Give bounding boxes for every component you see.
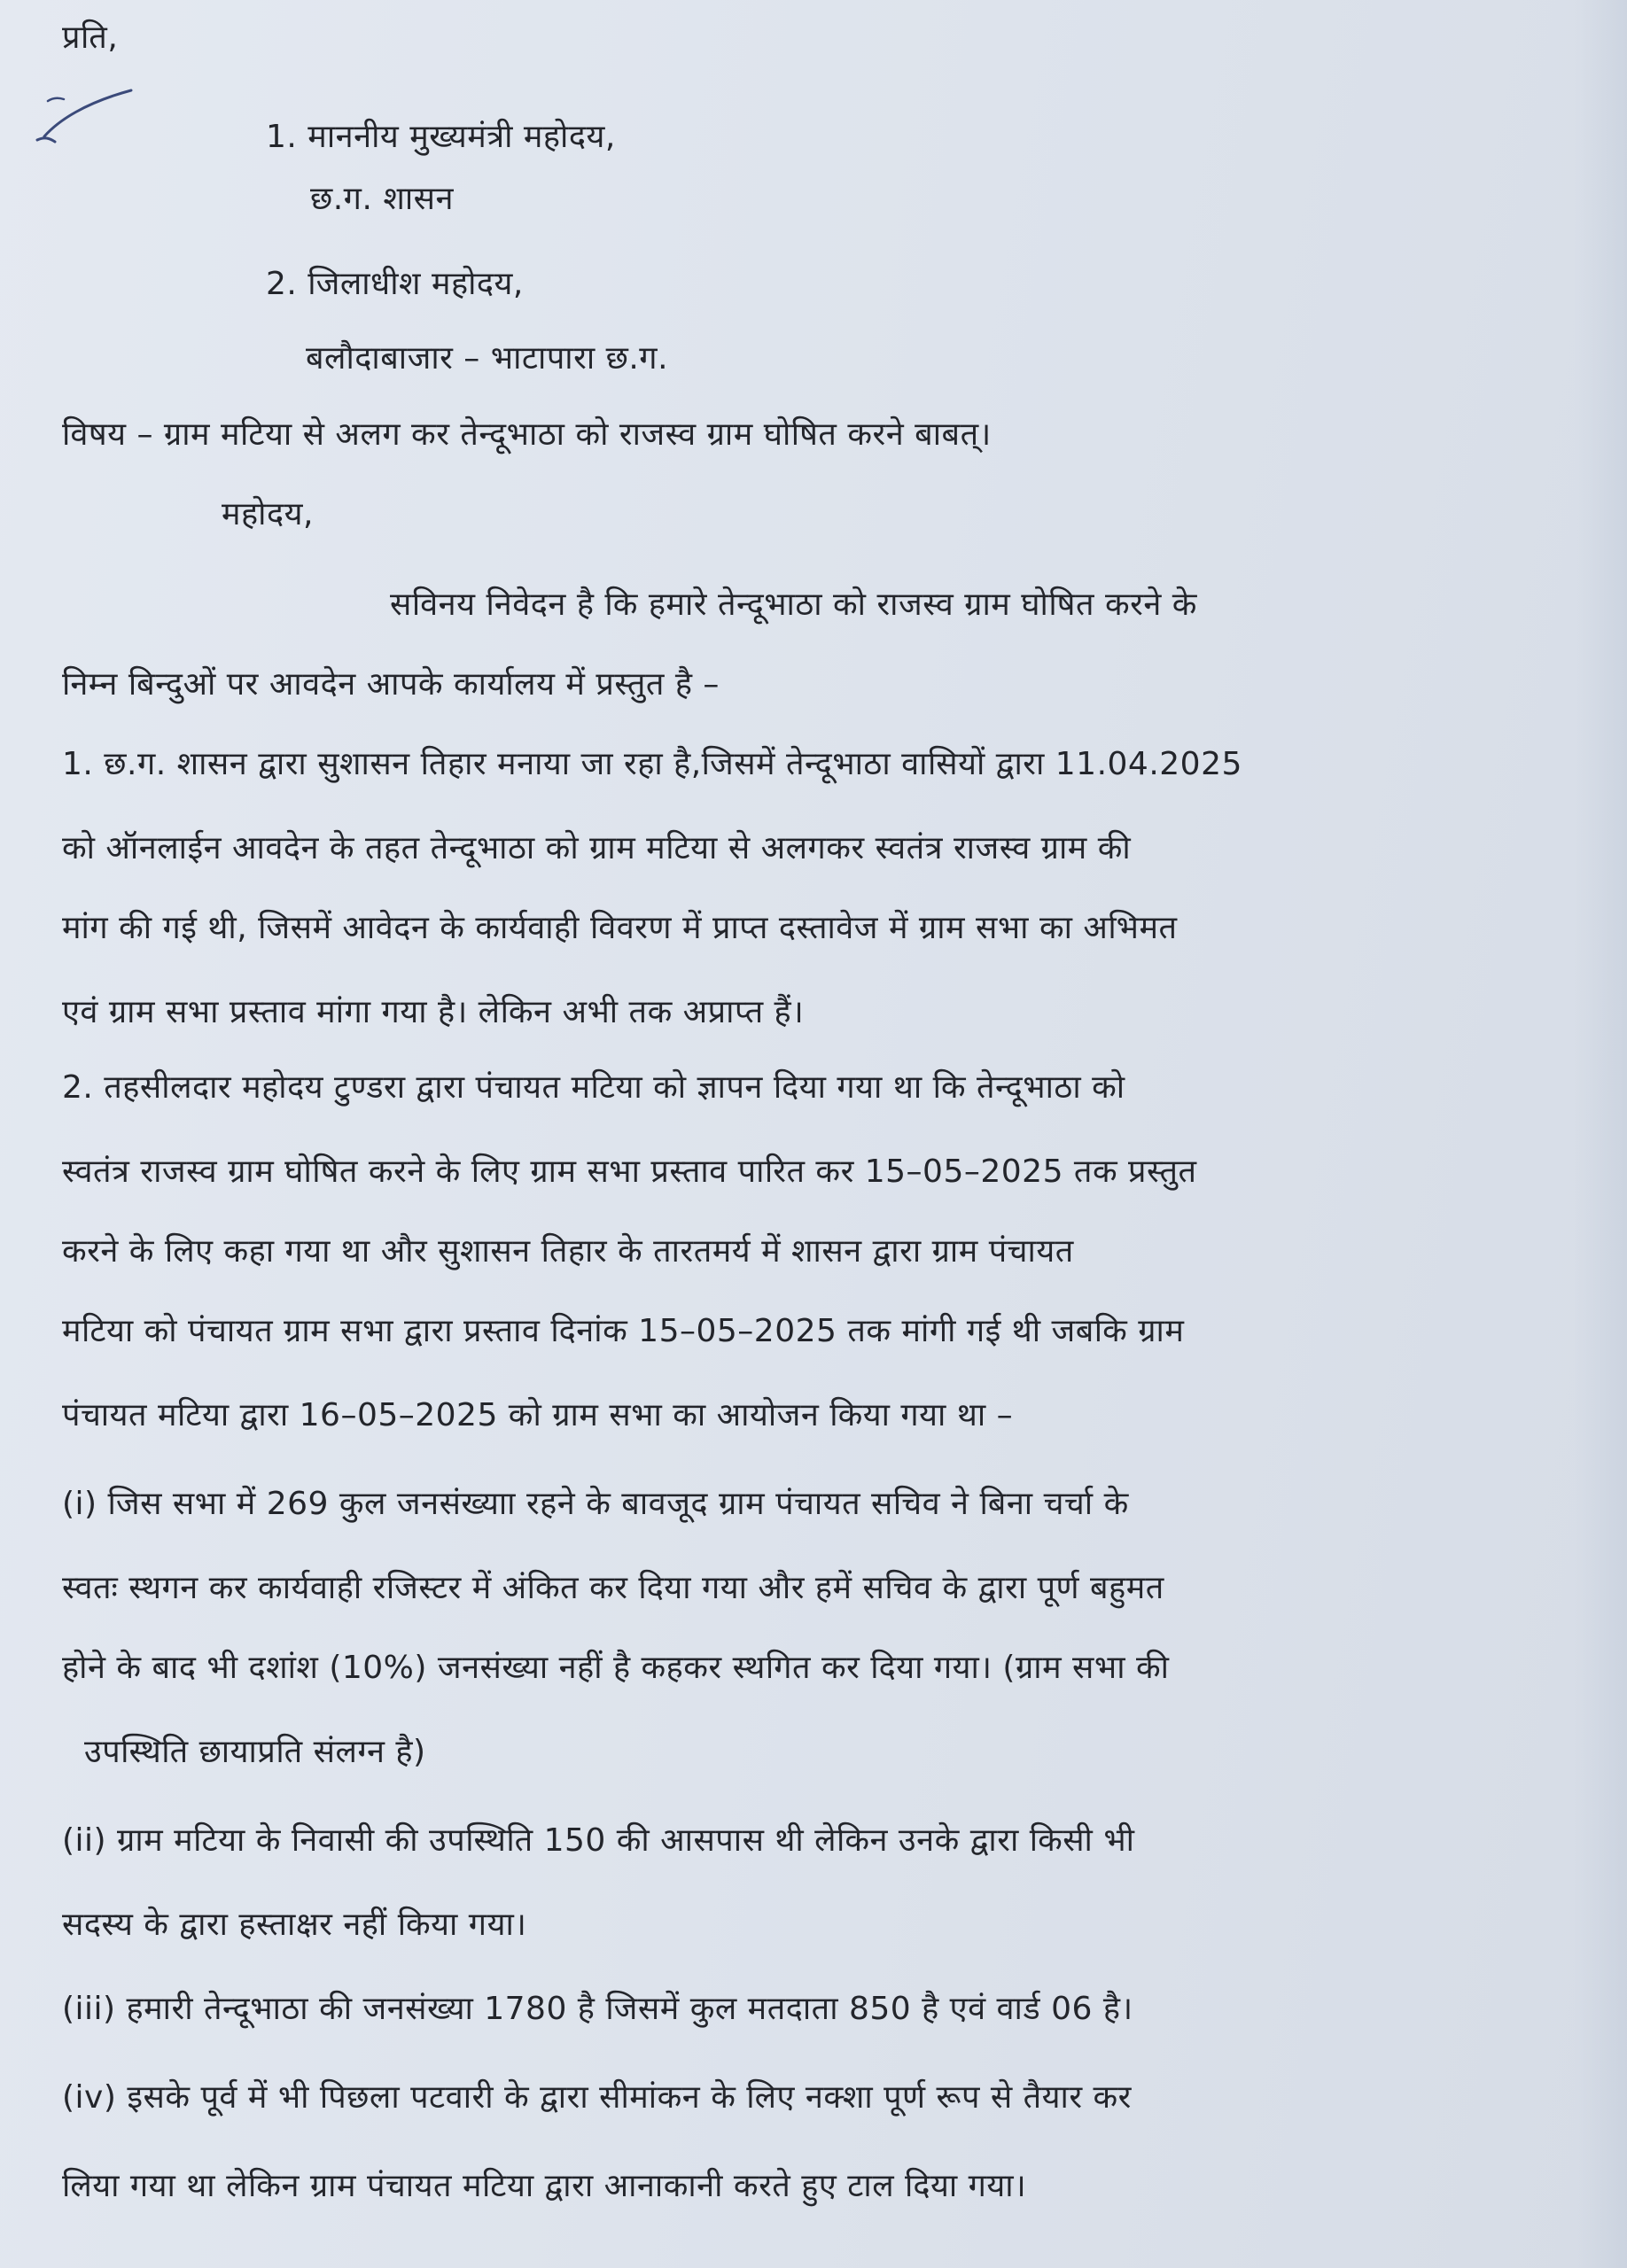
- sub-ii-line-2: सदस्य के द्वारा हस्ताक्षर नहीं किया गया।: [62, 1907, 527, 1943]
- sub-i-line-1: (i) जिस सभा में 269 कुल जनसंख्याा रहने के बावजूद ग्राम पंचायत सचिव ने बिना चर्चा के: [62, 1486, 1129, 1522]
- point-2-line-3: करने के लिए कहा गया था और सुशासन तिहार के तारतमर्य में शासन द्वारा ग्राम पंचायत: [62, 1233, 1074, 1270]
- point-1-line-1: 1. छ.ग. शासन द्वारा सुशासन तिहार मनाया जा रहा है,जिसमें तेन्दूभाठा वासियों द्वारा 11.04.2025: [62, 746, 1242, 782]
- pen-tick-mark: [32, 85, 138, 156]
- point-2-line-5: पंचायत मटिया द्वारा 16–05–2025 को ग्राम सभा का आयोजन किया गया था –: [62, 1397, 1014, 1433]
- point-2-line-4: मटिया को पंचायत ग्राम सभा द्वारा प्रस्ताव दिनांक 15–05–2025 तक मांगी गई थी जबकि ग्राम: [62, 1313, 1185, 1349]
- point-1-line-4: एवं ग्राम सभा प्रस्ताव मांगा गया है। लेकिन अभी तक अप्राप्त हैं।: [62, 994, 805, 1030]
- recipient-2-title: 2. जिलाधीश महोदय,: [266, 266, 524, 302]
- prati-label: प्रति,: [62, 19, 119, 56]
- sub-iv-line-2: लिया गया था लेकिन ग्राम पंचायत मटिया द्वारा आनाकानी करते हुए टाल दिया गया।: [62, 2168, 1027, 2204]
- sub-iii-line-1: (iii) हमारी तेन्दूभाठा की जनसंख्या 1780 है जिसमें कुल मतदाता 850 है एवं वार्ड 06 है।: [62, 1991, 1133, 2027]
- recipient-1-title: 1. माननीय मुख्यमंत्री महोदय,: [266, 119, 616, 155]
- point-2-line-1: 2. तहसीलदार महोदय टुण्डरा द्वारा पंचायत मटिया को ज्ञापन दिया गया था कि तेन्दूभाठा को: [62, 1069, 1125, 1106]
- point-1-line-2: को ऑनलाईन आवदेन के तहत तेन्दूभाठा को ग्राम मटिया से अलगकर स्वतंत्र राजस्व ग्राम की: [62, 830, 1132, 866]
- subject-line: विषय – ग्राम मटिया से अलग कर तेन्दूभाठा को राजस्व ग्राम घोषित करने बाबत्।: [62, 416, 992, 453]
- sub-ii-line-1: (ii) ग्राम मटिया के निवासी की उपस्थिति 150 की आसपास थी लेकिन उनके द्वारा किसी भी: [62, 1822, 1135, 1859]
- sub-i-line-3: होने के बाद भी दशांश (10%) जनसंख्या नहीं है कहकर स्थगित कर दिया गया। (ग्राम सभा की: [62, 1650, 1170, 1686]
- sub-iv-line-1: (iv) इसके पूर्व में भी पिछला पटवारी के द्वारा सीमांकन के लिए नक्शा पूर्ण रूप से तैयार कर: [62, 2079, 1132, 2116]
- page-edge-shadow: [1574, 0, 1627, 2268]
- recipient-2-office: बलौदाबाजार – भाटापारा छ.ग.: [306, 340, 669, 377]
- point-2-line-2: स्वतंत्र राजस्व ग्राम घोषित करने के लिए ग्राम सभा प्रस्ताव पारित कर 15–05–2025 तक प्रस्तुत: [62, 1153, 1197, 1190]
- sub-i-line-4: उपस्थिति छायाप्रति संलग्न है): [84, 1734, 426, 1770]
- point-1-line-3: मांग की गई थी, जिसमें आवेदन के कार्यवाही विवरण में प्राप्त दस्तावेज में ग्राम सभा का अभिमत: [62, 910, 1178, 946]
- sub-i-line-2: स्वतः स्थगन कर कार्यवाही रजिस्टर में अंकित कर दिया गया और हमें सचिव के द्वारा पूर्ण बहुमत: [62, 1570, 1164, 1606]
- recipient-1-office: छ.ग. शासन: [310, 181, 454, 217]
- intro-line-1: सविनय निवेदन है कि हमारे तेन्दूभाठा को राजस्व ग्राम घोषित करने के: [390, 586, 1197, 623]
- salutation: महोदय,: [222, 496, 314, 532]
- intro-line-2: निम्न बिन्दुओं पर आवदेन आपके कार्यालय में प्रस्तुत है –: [62, 666, 720, 703]
